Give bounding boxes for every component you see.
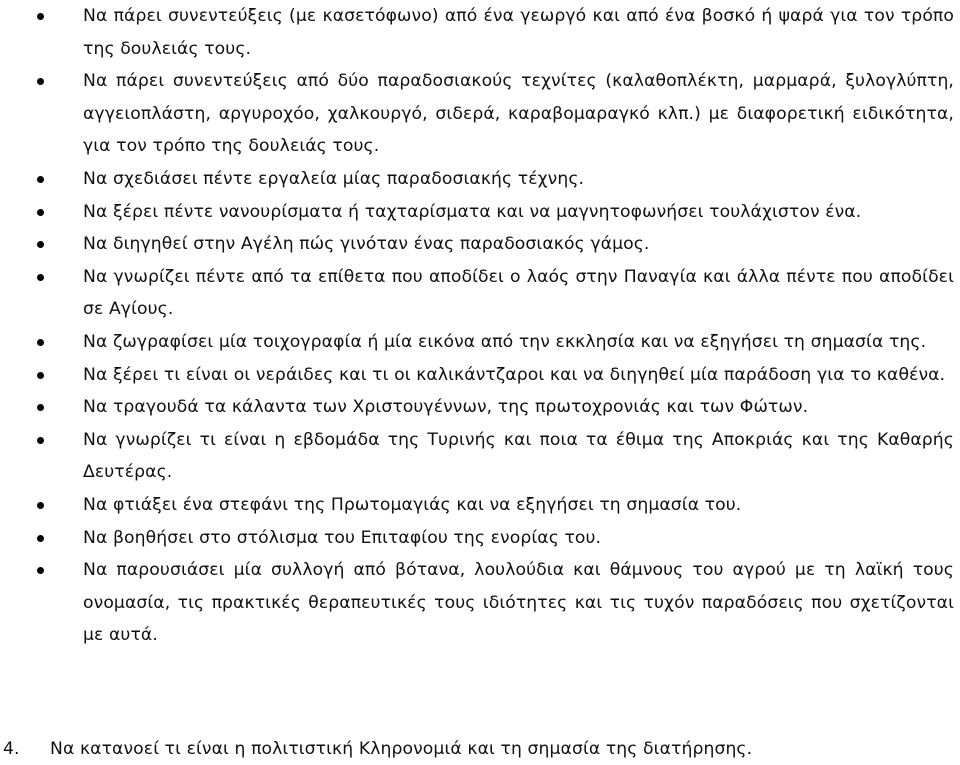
list-item-text: Να βοηθήσει στο στόλισμα του Επιταφίου της ενορίας του. bbox=[83, 527, 602, 548]
list-item-text: Να τραγουδά τα κάλαντα των Χριστουγέννων, της πρωτοχρονιάς και των Φώτων. bbox=[83, 397, 809, 418]
bullet-icon bbox=[37, 535, 44, 542]
list-item-text: Να ξέρει τι είναι οι νεράιδες και τι οι καλικάντζαροι και να διηγηθεί μία παράδοση για το καθένα. bbox=[83, 364, 946, 385]
bullet-icon bbox=[37, 567, 44, 574]
list-item bbox=[0, 554, 960, 652]
list-item-text: Να ξέρει πέντε νανουρίσματα ή ταχταρίσματα και να μαγνητοφωνήσει τουλάχιστον ένα. bbox=[83, 201, 862, 222]
list-item bbox=[0, 228, 960, 261]
bullet-icon bbox=[37, 502, 44, 509]
list-item-text: Να γνωρίζει τι είναι η εβδομάδα της Τυρινής και ποια τα έθιμα της Αποκριάς και της Καθαρής Δευτέρας. bbox=[83, 429, 954, 483]
list-item-text: Να πάρει συνεντεύξεις (με κασετόφωνο) από ένα γεωργό και από ένα βοσκό ή ψαρά για τον τρόπο της δουλειάς τους. bbox=[83, 6, 954, 59]
list-item bbox=[0, 0, 960, 65]
bullet-icon bbox=[37, 274, 44, 281]
bullet-icon bbox=[37, 13, 44, 20]
list-item bbox=[0, 261, 960, 326]
list-item-text: Να παρουσιάσει μία συλλογή από βότανα, λουλούδια και θάμνους του αγρού με τη λαϊκή τους ονομασία, τις πρακτικές θεραπευτικές τους ιδιότητες και τις τυχόν παραδόσεις που σχετίζονται με αυτά. bbox=[83, 560, 954, 646]
bullet-icon bbox=[37, 241, 44, 248]
bullet-icon bbox=[37, 78, 44, 85]
list-item bbox=[0, 163, 960, 196]
bullet-icon bbox=[37, 372, 44, 379]
list-item-text: Να διηγηθεί στην Αγέλη πώς γινόταν ένας παραδοσιακός γάμος. bbox=[83, 234, 650, 255]
bullet-icon bbox=[37, 437, 44, 444]
list-item bbox=[0, 424, 960, 489]
numbered-item-text: Να κατανοεί τι είναι η πολιτιστική Κληρονομιά και τη σημασία της διατήρησης. bbox=[50, 739, 753, 759]
list-item bbox=[0, 65, 960, 163]
list-item bbox=[0, 391, 960, 424]
list-item bbox=[0, 196, 960, 229]
bullet-icon bbox=[37, 176, 44, 183]
list-item-text: Να πάρει συνεντεύξεις από δύο παραδοσιακούς τεχνίτες (καλαθοπλέκτη, μαρμαρά, ξυλογλύπτη, αγγειοπλάστη, αργυροχόο, χαλκουργό, σιδερά, καραβομαραγκό κλπ.) με διαφορετική ειδικότητα, για τον τρόπο της δουλειάς τους. bbox=[83, 71, 954, 157]
bullet-icon bbox=[37, 339, 44, 346]
list-item-text: Να φτιάξει ένα στεφάνι της Πρωτομαγιάς και να εξηγήσει τη σημασία του. bbox=[83, 494, 742, 515]
list-item bbox=[0, 489, 960, 522]
list-item bbox=[0, 359, 960, 392]
bullet-icon bbox=[37, 404, 44, 411]
bullet-icon bbox=[37, 209, 44, 216]
list-item bbox=[0, 326, 960, 359]
list-item-text: Να γνωρίζει πέντε από τα επίθετα που αποδίδει ο λαός στην Παναγία και άλλα πέντε που αποδίδει σε Αγίους. bbox=[83, 266, 954, 320]
item-number: 4. bbox=[3, 739, 20, 759]
list-item-text: Να ζωγραφίσει μία τοιχογραφία ή μία εικόνα από την εκκλησία και να εξηγήσει τη σημασία της. bbox=[83, 331, 927, 352]
list-item bbox=[0, 522, 960, 555]
list-item-text: Να σχεδιάσει πέντε εργαλεία μίας παραδοσιακής τέχνης. bbox=[83, 168, 585, 189]
